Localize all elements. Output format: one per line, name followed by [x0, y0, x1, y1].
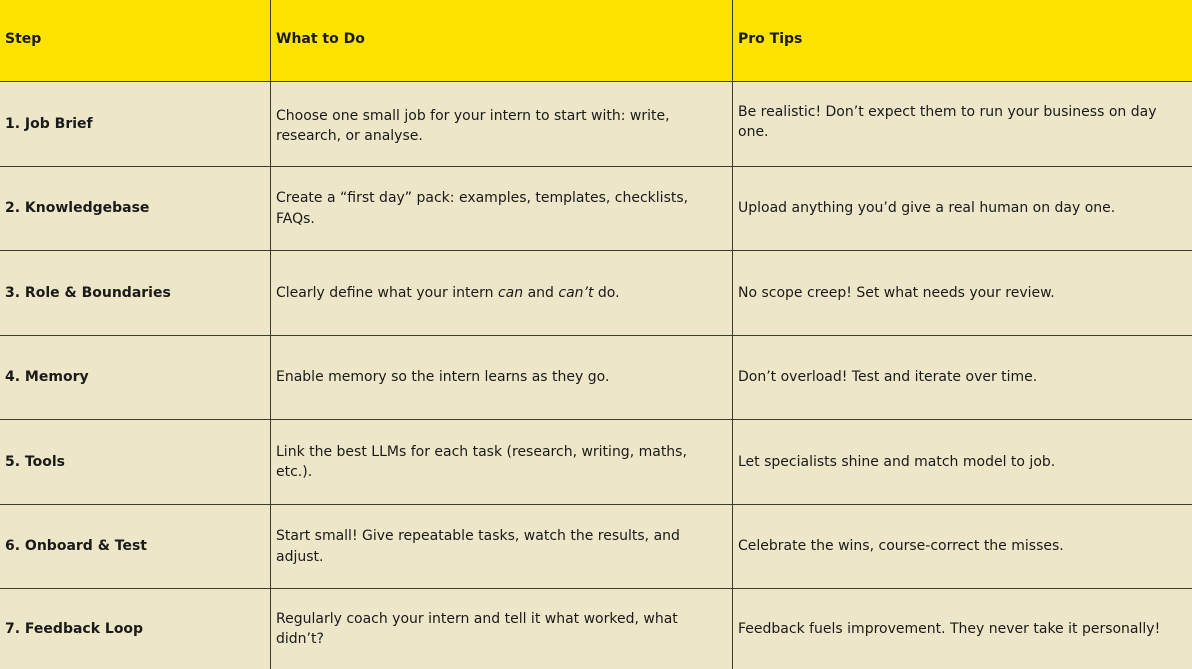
row-3-tip: No scope creep! Set what needs your review.	[738, 284, 1055, 301]
row-4-tip: Don’t overload! Test and iterate over time.	[738, 369, 1038, 386]
row-3-what	[276, 251, 728, 335]
row-4-step: 4. Memory	[5, 369, 89, 386]
row-1-step: 1. Job Brief	[5, 115, 93, 132]
row-1-tip: Be realistic! Don’t expect them to run your business on day one.	[738, 103, 1157, 140]
row-7-tip: Feedback fuels improvement. They never take it personally!	[738, 620, 1161, 637]
row-3-step: 3. Role & Boundaries	[5, 284, 171, 301]
row-6-step: 6. Onboard & Test	[5, 538, 147, 555]
row-5-tip: Let specialists shine and match model to job.	[738, 453, 1056, 470]
row-4-what: Enable memory so the intern learns as they go.	[276, 369, 610, 386]
row-2-tip: Upload anything you’d give a real human on day one.	[738, 200, 1116, 217]
row-2-step: 2. Knowledgebase	[5, 200, 150, 217]
row-6-tip: Celebrate the wins, course-correct the misses.	[738, 538, 1064, 555]
row-7-step: 7. Feedback Loop	[5, 620, 144, 637]
row-5-step: 5. Tools	[5, 453, 65, 470]
row-3-what-text: Clearly define what your intern can and can’t do.	[276, 284, 620, 301]
row-6-what: Start small! Give repeatable tasks, watch the results, and adjust.	[276, 528, 680, 565]
header-what-to-do: What to Do	[276, 30, 365, 47]
row-2-what: Create a “first day” pack: examples, templates, checklists, FAQs.	[276, 190, 689, 227]
header-step: Step	[5, 30, 42, 47]
row-1-what: Choose one small job for your intern to start with: write, research, or analyse.	[276, 107, 670, 144]
header-pro-tips: Pro Tips	[738, 30, 803, 47]
row-5-what: Link the best LLMs for each task (research, writing, maths, etc.).	[276, 443, 687, 480]
row-7-what: Regularly coach your intern and tell it what worked, what didn’t?	[276, 610, 678, 647]
